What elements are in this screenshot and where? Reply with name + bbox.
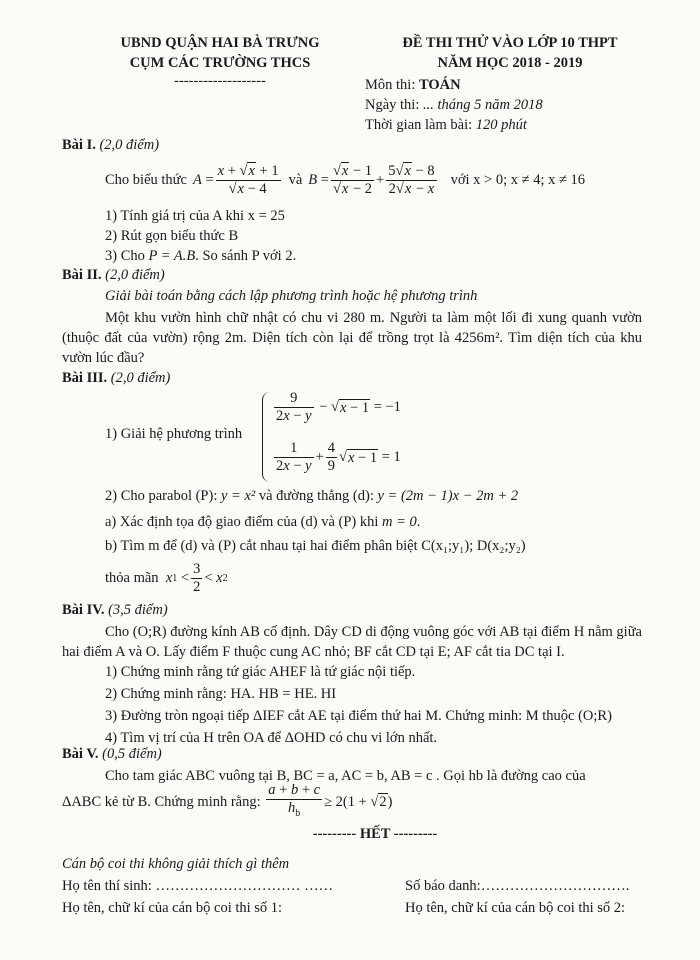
bai5-title: Bài V. [62, 746, 99, 762]
bai3-q2 [105, 486, 518, 506]
subject-value: TOÁN [418, 77, 461, 93]
bai5-line2-text: ΔABC kẻ từ B. Chứng minh rằng: [62, 793, 261, 810]
bai3-qb2: thỏa mãn [105, 569, 159, 586]
bai1-expression: Cho biểu thức A = x + √x + 1 √x − 4 và B = √x − 1 √x − 2 + 5√x − 8 2√x − x với x > 0; x ≠ 4; x ≠ 16 [105, 162, 586, 197]
system-eq1: 9 2x − y − √ x − 1 = −1 [276, 390, 401, 424]
bai3-qa-m: m = 0 [382, 514, 417, 530]
exam-date [365, 97, 543, 114]
exam-time [365, 117, 527, 134]
bai4-q1: 1) Chứng minh rằng tứ giác AHEF là tứ giác nội tiếp. [105, 664, 416, 680]
bai1-intro: Cho biểu thức [105, 171, 187, 188]
header-right-line2: NĂM HỌC 2018 - 2019 [437, 55, 583, 71]
fraction-b2: 5√x − 8 2√x − x [388, 162, 435, 197]
bai4-q3: 3) Đường tròn ngoại tiếp ΔIEF cắt AE tại điểm thứ hai M. Chứng minh: M thuộc (O;R) [105, 708, 612, 724]
bai1-q3-post: . So sánh P với 2. [195, 248, 297, 264]
bai3-q1: 1) Giải hệ phương trình [105, 426, 243, 442]
bai3-q2-pre: 2) Cho parabol (P): [105, 488, 218, 504]
bai5-points: (0,5 điểm) [102, 746, 162, 762]
bai3-points: (2,0 điểm) [110, 370, 171, 386]
bai4-q4: 4) Tìm vị trí của H trên OA để ΔOHD có chu vi lớn nhất. [105, 730, 438, 746]
date-label: Ngày thi: [365, 97, 423, 113]
bai1-and: và [288, 171, 303, 188]
bai4-text: Cho (O;R) đường kính AB cố định. Dây CD di động vuông góc với AB tại điểm H nằm giữa hai điểm A và O. Lấy điểm F thuộc cung AC nhỏ; BF cắt CD tại E; AF cắt tia DC tại I. [62, 624, 642, 660]
header-left-line2: CỤM CÁC TRƯỜNG THCS [129, 55, 311, 71]
bai1-title: Bài I. [62, 137, 96, 153]
bai4-title: Bài IV. [62, 602, 105, 618]
bai1-condition: với x > 0; x ≠ 4; x ≠ 16 [450, 171, 586, 188]
bai2-heading [62, 267, 165, 284]
bai3-qa: a) Xác định tọa độ giao điểm của (d) và (P) khi m = 0. [105, 514, 421, 530]
bai1-points: (2,0 điểm) [99, 137, 160, 153]
footer-supervisor1: Họ tên, chữ kí của cán bộ coi thi số 1: [62, 900, 283, 916]
bai1-q3 [105, 246, 296, 266]
fraction-a: x + √x + 1 √x − 4 [217, 162, 279, 197]
bai5-line1: Cho tam giác ABC vuông tại B, BC = a, AC = b, AB = c . Gọi hb là đường cao của [105, 768, 586, 784]
end-mark: --------- HẾT --------- [312, 826, 438, 842]
bai4-q2: 2) Chứng minh rằng: HA. HB = HE. HI [105, 686, 337, 702]
header-left-line1: UBND QUẬN HAI BÀ TRƯNG [120, 35, 320, 51]
time-label: Thời gian làm bài: [365, 117, 476, 133]
header-left-rule: ------------------- [174, 73, 266, 89]
footer-candidate: Họ tên thí sinh: ………………………… …… [62, 878, 334, 894]
bai5-line2: ΔABC kẻ từ B. Chứng minh rằng: a + b + c $h_b$ ≥ 2(1 + √ 2 ) [62, 782, 393, 819]
bai2-title: Bài II. [62, 267, 102, 283]
bai4-points: (3,5 điểm) [108, 602, 168, 618]
bai3-q2-mid: và đường thẳng (d): [258, 488, 374, 504]
fraction-b1: √x − 1 √x − 2 [332, 162, 373, 197]
footer-supervisor2: Họ tên, chữ kí của cán bộ coi thi số 2: [405, 900, 626, 916]
header-right-line1: ĐỀ THI THỬ VÀO LỚP 10 THPT [402, 35, 618, 51]
time-value: 120 phút [475, 117, 527, 133]
bai3-qb-condition: thỏa mãn x 1 < 3 2 < x 2 [105, 560, 228, 595]
date-value: ... tháng 5 năm 2018 [423, 97, 543, 113]
footer-note: Cán bộ coi thi không giải thích gì thêm [62, 856, 290, 872]
bai1-heading [62, 137, 159, 154]
footer-sbd: Số báo danh:…………………………. [405, 878, 630, 894]
bai1-q3-pre: 3) Cho [105, 248, 145, 264]
subject-label: Môn thi: [365, 77, 419, 93]
bai1-q1: 1) Tính giá trị của A khi x = 25 [105, 208, 285, 224]
bai2-points: (2,0 điểm) [105, 267, 165, 283]
bai5-heading [62, 746, 162, 763]
bai3-qa-pre: a) Xác định tọa độ giao điểm của (d) và (P) khi [105, 514, 379, 530]
system-eq2: 1 2x − y + 4 9 √ x − 1 = 1 [276, 440, 401, 474]
bai2-text: Một khu vườn hình chữ nhật có chu vi 280 m. Người ta làm một lối đi xung quanh vườn (thuộc đất của vườn) rộng 2m. Diện tích còn lại để trồng trọt là 4256m². Tìm diện tích của khu vườn lúc đầu? [62, 310, 642, 366]
exam-subject [365, 77, 461, 94]
parabol-eq: y = x² [220, 488, 256, 504]
bai1-q3-expr: P = A.B [148, 248, 196, 264]
bai1-q2: 2) Rút gọn biểu thức B [105, 228, 239, 244]
line-eq: y = (2m − 1)x − 2m + 2 [377, 488, 519, 504]
bai3-title: Bài III. [62, 370, 108, 386]
bai3-qb: b) Tìm m để (d) và (P) cắt nhau tại hai điểm phân biệt C(x₁;y₁); D(x₂;y₂) [105, 538, 526, 554]
bai3-heading [62, 370, 170, 387]
bai2-subtitle: Giải bài toán bằng cách lập phương trình hoặc hệ phương trình [105, 288, 478, 304]
bai4-heading [62, 602, 168, 619]
